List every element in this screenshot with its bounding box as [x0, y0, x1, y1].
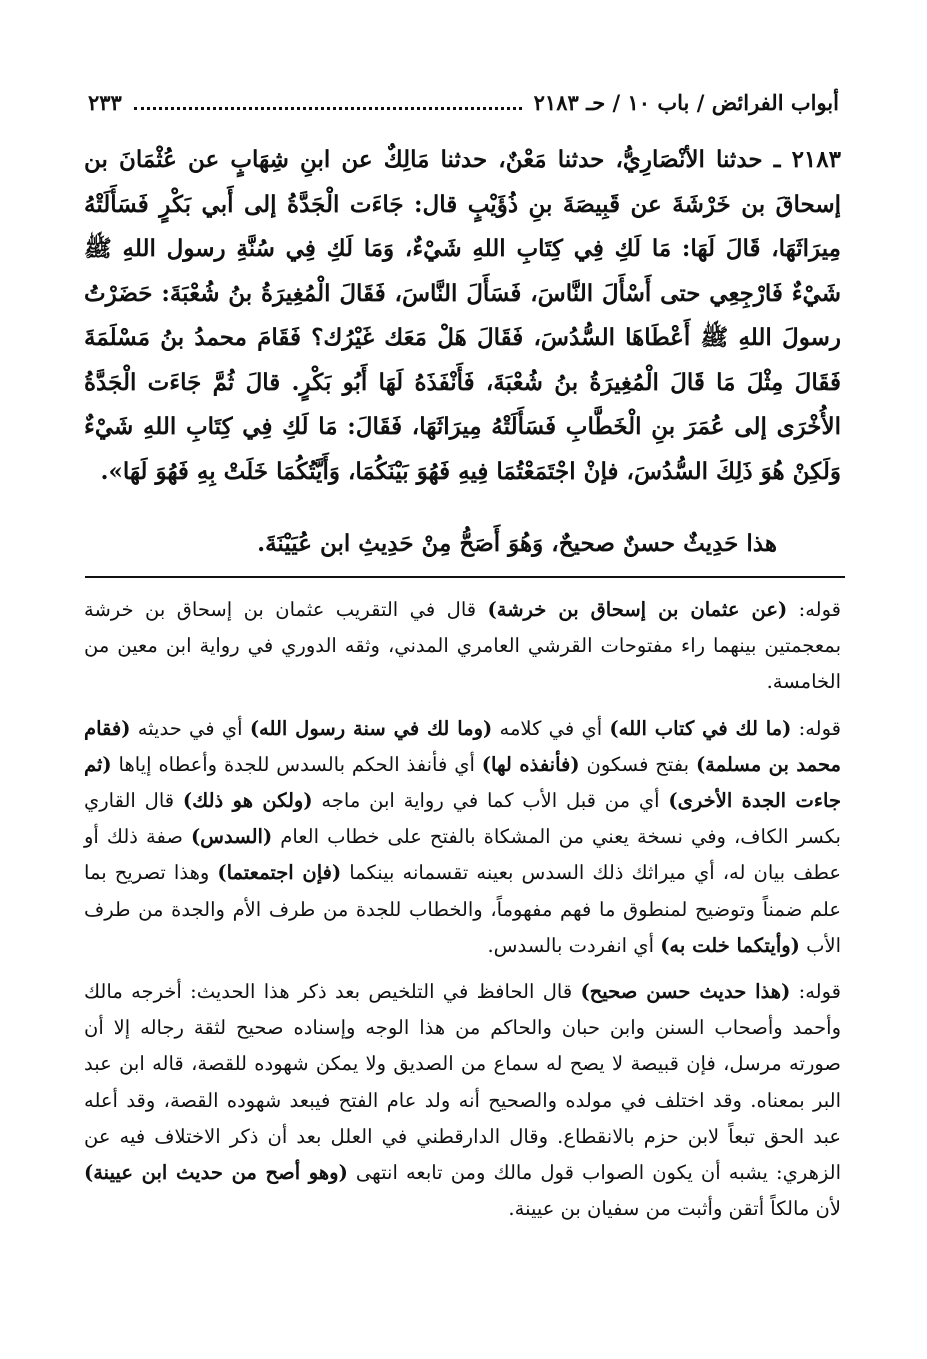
note-text: لأن مالكاً أتقن وأثبت من سفيان بن عيينة. [508, 1197, 841, 1221]
note-text: أي في حديثه [130, 716, 250, 740]
page-number: ٢٣٣ [88, 89, 122, 115]
note-text: بفتح فسكون [579, 752, 696, 776]
note-quote: (وأيتكما خلت به) [660, 933, 800, 957]
commentary-note-3 [84, 974, 841, 1227]
note-text: أي في كلامه [492, 716, 610, 740]
note-text: أي فأنفذ الحكم بالسدس للجدة وأعطاه إياها [111, 752, 482, 776]
running-header [88, 82, 839, 122]
note-quote: (وهو أصح من حديث ابن عيينة) [84, 1161, 348, 1185]
commentary [84, 592, 841, 1237]
note-text: صفة ذلك أو عطف بيان له، أي ميراثك ذلك السدس بعينه تقسمانه بينكما [84, 825, 841, 885]
header-dot-leader [134, 107, 522, 110]
note-text: أي انفردت بالسدس. [487, 933, 661, 957]
footnote-separator [85, 576, 845, 578]
hadith-text [84, 138, 841, 494]
note-text: وهذا تصريح بما علم ضمناً وتوضيح لمنطوق ما فهم مفهوماً، والخطاب للجدة من طرف الأم والجدة من طرف الأب [84, 861, 841, 957]
note-quote: (فأنفذه لها) [481, 752, 580, 776]
note-quote: (ثم جاءت الجدة الأخرى) [84, 752, 842, 813]
chapter-title: أبواب الفرائض / باب ١٠ / حـ ٢١٨٣ [533, 89, 839, 115]
note-quote: (عن عثمان بن إسحاق بن خرشة) [487, 598, 788, 621]
hadith-number: ٢١٨٣ [791, 146, 841, 173]
note-text: قال القاري بكسر الكاف، وفي نسخة يعني من المشكاة بالفتح على خطاب العام [84, 789, 841, 849]
note-quote: (السدس) [190, 825, 273, 849]
hadith-dash: ـ [762, 146, 792, 173]
hadith-grade: هذا حَدِيثٌ حسنٌ صحيحٌ، وَهُوَ أَصَحُّ مِنْ حَدِيثِ ابن عُيَيْنَةَ. [257, 530, 777, 557]
note-quote: (ما لك في كتاب الله) [609, 716, 792, 740]
note-text: قال الحافظ في التلخيص بعد ذكر هذا الحديث: أخرجه مالك وأحمد وأصحاب السنن وابن حبان والحاكم من هذا الوجه وإسناده صحيح لثقة رجاله إلا أن صورته مرسل، فإن قبيصة لا يصح له سماع من الصديق ولا يمكن شهوده للقصة، قاله ابن عبد البر بمعناه. وقد اختلف في مولده والصحيح أنه ولد عام الفتح فيبعد شهوده القصة، وقد أعله عبد الحق تبعاً لابن حزم بالانقطاع. وقال الدارقطني في العلل بعد أن ذكر الاختلاف فيه عن الزهري: يشبه أن يكون الصواب قول مالك ومن تابعه انتهى [84, 980, 841, 1185]
note-quote: (وما لك في سنة رسول الله) [249, 716, 493, 740]
note-lead: قوله: [787, 598, 841, 621]
note-text: قال في التقريب عثمان بن إسحاق بن خرشة بمعجمتين بينهما راء مفتوحات القرشي العامري المدني، وثقه الدوري في رواية ابن معين من الخامسة. [84, 598, 841, 694]
note-quote: (فقام محمد بن مسلمة) [84, 716, 841, 776]
note-lead: قوله: [790, 980, 841, 1004]
note-quote: (هذا حديث حسن صحيح) [580, 980, 791, 1004]
note-text: أي من قبل الأب كما في رواية ابن ماجه [312, 789, 669, 813]
commentary-note-2 [84, 711, 841, 964]
note-lead: قوله: [791, 716, 841, 740]
note-quote: (ولكن هو ذلك) [182, 789, 313, 813]
note-quote: (فإن اجتمعتما) [217, 861, 342, 885]
hadith-body: حدثنا الأنْصَارِيُّ، حدثنا مَعْنٌ، حدثنا مَالِكٌ عن ابنِ شِهَابٍ عن عُثْمَانَ بن إسحاقَ بن خَرْشَةَ عن قَبِيصَةَ بنِ ذُؤَيْبٍ قال: جَاءَت الْجَدَّةُ إلى أَبي بَكْرٍ فَسَأَلَتْهُ مِيرَاثَهَا، قَالَ لَهَا: مَا لَكِ فِي كِتَابِ اللهِ شَيْءٌ، وَمَا لَكِ فِي سُنَّةِ رسول اللهِ ﷺ شَيْءٌ فَارْجِعِي حتى أَسْأَلَ النَّاسَ، فَسَأَلَ النَّاسَ، فَقَالَ الْمُغِيرَةُ بنُ شُعْبَةَ: حَضَرْتُ رسولَ اللهِ ﷺ أَعْطَاهَا السُّدُسَ، فَقَالَ هَلْ مَعَك غَيْرُك؟ فَقَامَ محمدُ بنُ مَسْلَمَةَ فَقَالَ مِثْلَ مَا قَالَ الْمُغِيرَةُ بنُ شُعْبَةَ، فَأَنْفَذَهُ لَهَا أَبُو بَكْرٍ. قالَ ثُمَّ جَاءَت الْجَدَّةُ الأُخْرَى إلى عُمَرَ بنِ الْخَطَّابِ فَسَأَلَتْهُ مِيرَاثَهَا، فَقَالَ: مَا لَكِ فِي كِتَابِ اللهِ شَيْءٌ وَلَكِنْ هُوَ ذَلِكَ السُّدُسَ، فإنْ اجْتَمَعْتُمَا فِيهِ فَهُوَ بَيْنَكُمَا، وَأَيَّتُكُمَا خَلَتْ بِهِ فَهُوَ لَهَا». [84, 146, 841, 485]
commentary-note-1 [84, 592, 841, 701]
